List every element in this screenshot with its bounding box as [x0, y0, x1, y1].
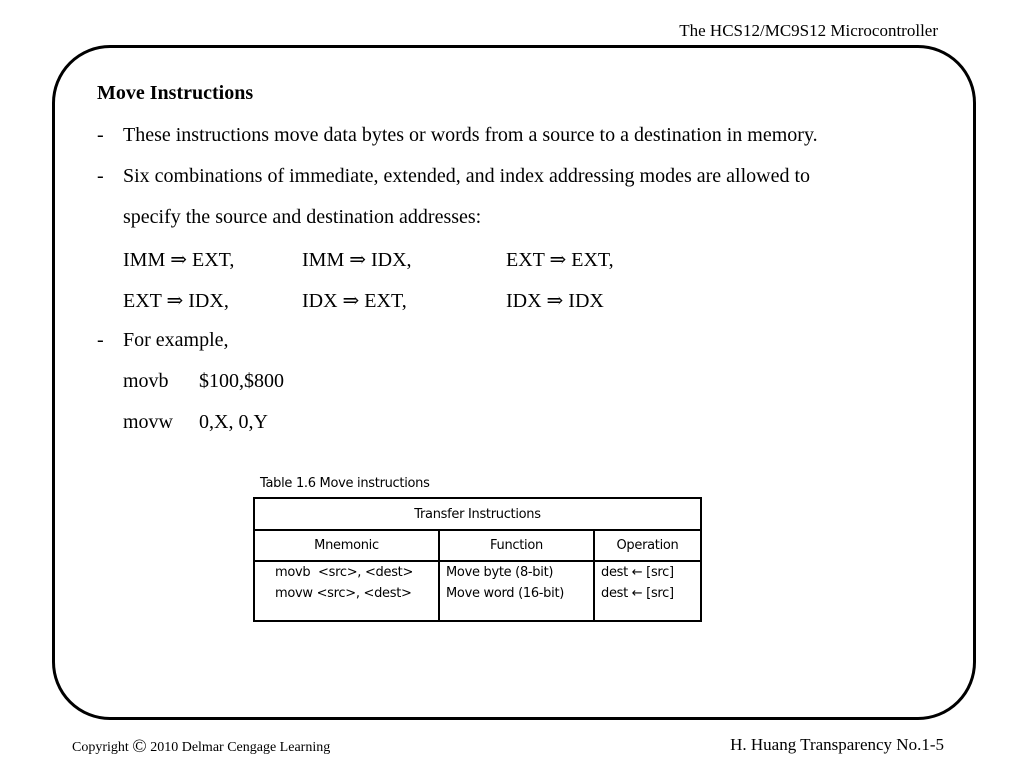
combo-idx-ext: IDX ⇒ EXT, [302, 290, 407, 312]
bullet-marker: - [97, 329, 104, 351]
column-header-operation: Operation [594, 530, 701, 561]
bullet-2-line-1: Six combinations of immediate, extended, and index addressing modes are allowed to [123, 165, 811, 187]
bullet-2-line-2: specify the source and destination addresses: [123, 206, 482, 228]
combo-ext-idx: EXT ⇒ IDX, [123, 290, 229, 312]
combo-imm-idx: IMM ⇒ IDX, [302, 249, 412, 271]
example-operands: $100,$800 [199, 370, 284, 392]
function-move-word: Move word (16-bit) [446, 586, 565, 601]
example-mnemonic: movb [123, 370, 169, 392]
copyright-text: 2010 Delmar Cengage Learning [150, 740, 331, 755]
table-caption: Table 1.6 Move instructions [260, 476, 430, 491]
example-operands: 0,X, 0,Y [199, 411, 268, 433]
column-header-function: Function [439, 530, 594, 561]
bullet-marker: - [97, 124, 104, 146]
table-row [254, 561, 701, 621]
table-title: Transfer Instructions [254, 498, 701, 530]
header-title: The HCS12/MC9S12 Microcontroller [679, 21, 938, 40]
function-cell [439, 561, 594, 621]
column-header-mnemonic: Mnemonic [254, 530, 439, 561]
function-move-byte: Move byte (8-bit) [446, 565, 554, 580]
bullet-3: For example, [123, 329, 229, 351]
footer-transparency-number: H. Huang Transparency No.1-5 [730, 735, 944, 754]
combo-ext-ext: EXT ⇒ EXT, [506, 249, 614, 271]
copyright-symbol: © [132, 736, 147, 757]
copyright-word: Copyright [72, 740, 129, 755]
mnemonic-cell [254, 561, 439, 621]
combo-idx-idx: IDX ⇒ IDX [506, 290, 604, 312]
move-instructions-table [253, 497, 702, 622]
mnemonic-movb: movb <src>, <dest> [275, 565, 414, 580]
bullet-marker: - [97, 165, 104, 187]
slide-heading: Move Instructions [97, 82, 254, 104]
operation-byte: dest ← [src] [601, 565, 674, 580]
bullet-1: These instructions move data bytes or words from a source to a destination in memory. [123, 124, 818, 146]
mnemonic-movw: movw <src>, <dest> [275, 586, 412, 601]
footer-copyright [72, 736, 330, 758]
combo-imm-ext: IMM ⇒ EXT, [123, 249, 235, 271]
operation-word: dest ← [src] [601, 586, 674, 601]
operation-cell [594, 561, 701, 621]
example-mnemonic: movw [123, 411, 173, 433]
